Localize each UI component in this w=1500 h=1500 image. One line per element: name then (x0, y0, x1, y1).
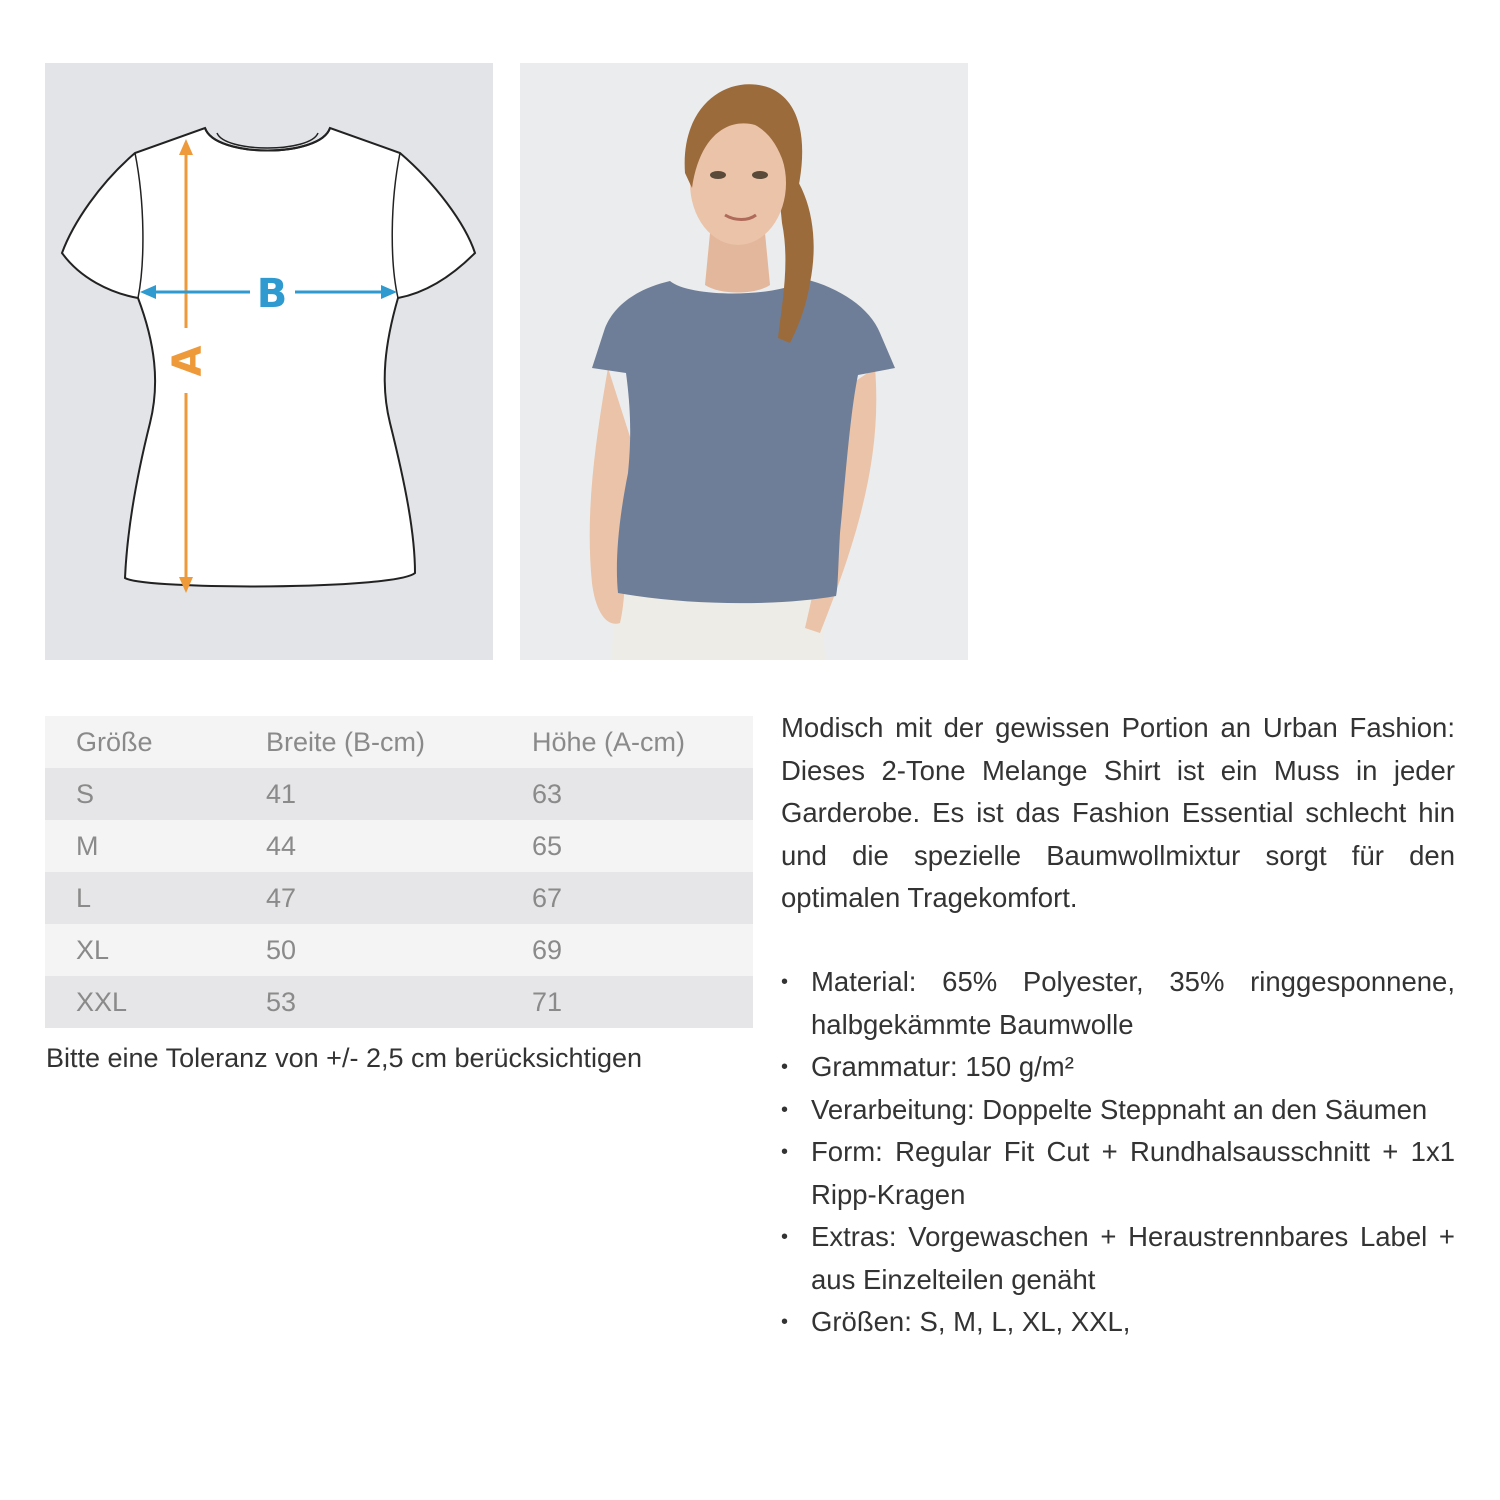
cell-height: 71 (532, 986, 563, 1017)
table-row (45, 976, 753, 1028)
table-row (45, 872, 753, 924)
tolerance-note: Bitte eine Toleranz von +/- 2,5 cm berücksichtigen (46, 1043, 643, 1073)
size-table (45, 716, 753, 1028)
model-photo (520, 63, 968, 660)
label-b: B (256, 271, 288, 317)
cell-width: 44 (266, 830, 297, 861)
feature-sizes: • Größen: S, M, L, XL, XXL, (781, 1301, 1455, 1344)
cell-width: 53 (266, 986, 297, 1017)
cell-size: L (76, 882, 92, 913)
label-a: A (165, 345, 211, 377)
cell-height: 63 (532, 778, 563, 809)
feature-grammage: • Grammatur: 150 g/m² (781, 1046, 1455, 1089)
model-wearing-shirt-icon (520, 63, 968, 660)
cell-width: 41 (266, 778, 297, 809)
header-height: Höhe (A-cm) (532, 726, 686, 757)
cell-height: 67 (532, 882, 563, 913)
table-row (45, 768, 753, 820)
header-width: Breite (B-cm) (266, 726, 426, 757)
cell-width: 50 (266, 934, 297, 965)
feature-form: • Form: Regular Fit Cut + Rundhalsausschnitt + 1x1 Ripp-Kragen (781, 1131, 1455, 1216)
cell-width: 47 (266, 882, 297, 913)
table-row (45, 820, 753, 872)
feature-list (781, 961, 1455, 1344)
table-row (45, 924, 753, 976)
cell-height: 65 (532, 830, 563, 861)
tshirt-outline (62, 128, 475, 586)
cell-size: XXL (76, 986, 128, 1017)
product-description: Modisch mit der gewissen Portion an Urban Fashion: Dieses 2-Tone Melange Shirt ist ein Muss in jeder Garderobe. Es ist das Fashion Essential schlecht hin und die spezielle Baumwollmixtur sorgt für den optimalen Tragekomfort. (781, 712, 1455, 913)
table-header-row (45, 716, 753, 768)
feature-material: • Material: 65% Polyester, 35% ringgesponnene, halbgekämmte Baumwolle (781, 961, 1455, 1046)
cell-size: M (76, 830, 99, 861)
header-size: Größe (76, 726, 153, 757)
tshirt-diagram (45, 63, 493, 660)
cell-size: S (76, 778, 95, 809)
cell-size: XL (76, 934, 110, 965)
feature-processing: • Verarbeitung: Doppelte Steppnaht an den Säumen (781, 1089, 1455, 1132)
cell-height: 69 (532, 934, 563, 965)
size-diagram-panel (45, 63, 493, 660)
feature-extras: • Extras: Vorgewaschen + Heraustrennbares Label + aus Einzelteilen genäht (781, 1216, 1455, 1301)
